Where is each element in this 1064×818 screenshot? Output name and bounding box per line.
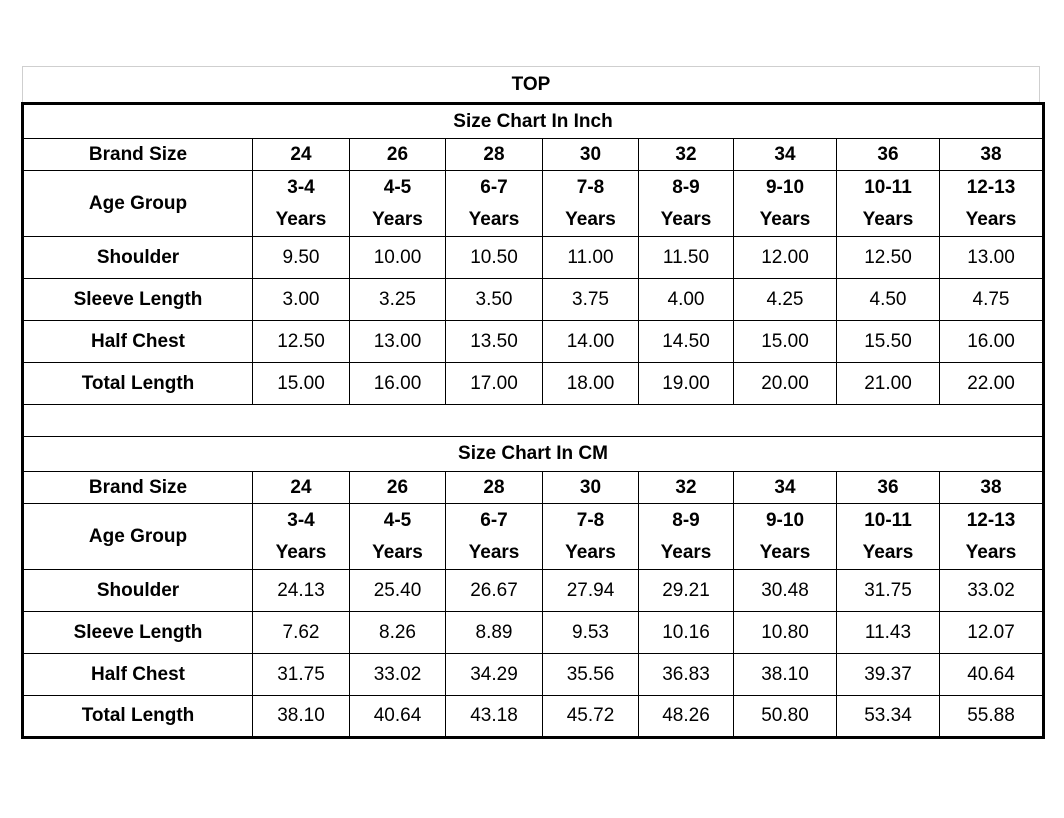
age-group-cell: [253, 504, 350, 570]
measurement-value: 30.48: [734, 570, 837, 612]
age-group-cell: [837, 171, 940, 237]
brand-size-cell: 30: [543, 139, 639, 171]
brand-size-cell: 34: [734, 472, 837, 504]
age-unit: Years: [468, 541, 520, 563]
measurement-value: 15.00: [253, 363, 350, 405]
measurement-value: 22.00: [940, 363, 1044, 405]
measurement-value: 25.40: [350, 570, 446, 612]
measurement-label: Total Length: [23, 363, 253, 405]
age-unit: Years: [965, 208, 1017, 230]
measurement-value: 16.00: [350, 363, 446, 405]
measurement-value: 10.80: [734, 612, 837, 654]
measurement-value: 9.50: [253, 237, 350, 279]
size-chart-table: [21, 102, 1045, 739]
measurement-value: 15.00: [734, 321, 837, 363]
measurement-value: 34.29: [446, 654, 543, 696]
measurement-value: 10.16: [639, 612, 734, 654]
measurement-value: 13.00: [350, 321, 446, 363]
measurement-label: Shoulder: [23, 237, 253, 279]
measurement-row: [23, 237, 1044, 279]
age-group-row: [23, 504, 1044, 570]
measurement-value: 24.13: [253, 570, 350, 612]
age-unit: Years: [275, 541, 327, 563]
section-heading-row: [23, 104, 1044, 139]
measurement-value: 20.00: [734, 363, 837, 405]
measurement-value: 3.00: [253, 279, 350, 321]
age-group-cell: [350, 171, 446, 237]
age-group-cell: [543, 504, 639, 570]
measurement-value: 8.89: [446, 612, 543, 654]
section-heading-row: [23, 437, 1044, 472]
measurement-value: 11.43: [837, 612, 940, 654]
measurement-row: [23, 696, 1044, 738]
age-unit: Years: [862, 541, 914, 563]
section-heading: Size Chart In Inch: [23, 104, 1044, 139]
measurement-value: 14.00: [543, 321, 639, 363]
brand-size-cell: 32: [639, 472, 734, 504]
age-range: 3-4: [287, 176, 315, 198]
measurement-value: 48.26: [639, 696, 734, 738]
age-unit: Years: [862, 208, 914, 230]
brand-size-cell: 30: [543, 472, 639, 504]
measurement-value: 40.64: [940, 654, 1044, 696]
age-range: 7-8: [576, 176, 605, 198]
measurement-value: 26.67: [446, 570, 543, 612]
age-unit: Years: [565, 208, 616, 230]
measurement-value: 3.75: [543, 279, 639, 321]
measurement-value: 11.50: [639, 237, 734, 279]
measurement-label: Half Chest: [23, 654, 253, 696]
age-group-label: Age Group: [23, 504, 253, 570]
brand-size-cell: 28: [446, 472, 543, 504]
age-unit: Years: [565, 541, 616, 563]
measurement-value: 12.07: [940, 612, 1044, 654]
measurement-value: 33.02: [940, 570, 1044, 612]
age-range: 3-4: [287, 509, 315, 531]
measurement-value: 19.00: [639, 363, 734, 405]
measurement-value: 4.75: [940, 279, 1044, 321]
measurement-value: 31.75: [837, 570, 940, 612]
measurement-value: 10.00: [350, 237, 446, 279]
measurement-value: 12.00: [734, 237, 837, 279]
measurement-value: 55.88: [940, 696, 1044, 738]
measurement-value: 10.50: [446, 237, 543, 279]
age-group-cell: [837, 504, 940, 570]
age-range: 9-10: [765, 509, 805, 531]
measurement-value: 38.10: [734, 654, 837, 696]
age-range: 6-7: [480, 176, 508, 198]
age-unit: Years: [660, 208, 712, 230]
age-unit: Years: [372, 208, 423, 230]
brand-size-row: [23, 472, 1044, 504]
measurement-row: [23, 612, 1044, 654]
brand-size-cell: 36: [837, 472, 940, 504]
age-group-cell: [734, 504, 837, 570]
measurement-value: 38.10: [253, 696, 350, 738]
brand-size-cell: 32: [639, 139, 734, 171]
brand-size-cell: 24: [253, 139, 350, 171]
measurement-row: [23, 654, 1044, 696]
measurement-value: 3.50: [446, 279, 543, 321]
measurement-value: 4.00: [639, 279, 734, 321]
measurement-value: 31.75: [253, 654, 350, 696]
section-spacer-row: [23, 405, 1044, 437]
measurement-value: 3.25: [350, 279, 446, 321]
age-unit: Years: [372, 541, 423, 563]
brand-size-cell: 38: [940, 139, 1044, 171]
age-group-cell: [543, 171, 639, 237]
measurement-row: [23, 279, 1044, 321]
brand-size-label: Brand Size: [23, 472, 253, 504]
measurement-label: Sleeve Length: [23, 612, 253, 654]
measurement-value: 13.00: [940, 237, 1044, 279]
measurement-value: 11.00: [543, 237, 639, 279]
measurement-row: [23, 321, 1044, 363]
age-unit: Years: [275, 208, 327, 230]
age-group-cell: [639, 171, 734, 237]
brand-size-cell: 38: [940, 472, 1044, 504]
brand-size-row: [23, 139, 1044, 171]
age-unit: Years: [965, 541, 1017, 563]
measurement-value: 27.94: [543, 570, 639, 612]
age-range: 8-9: [672, 509, 700, 531]
measurement-value: 35.56: [543, 654, 639, 696]
age-group-cell: [639, 504, 734, 570]
age-unit: Years: [759, 208, 811, 230]
measurement-label: Shoulder: [23, 570, 253, 612]
measurement-value: 39.37: [837, 654, 940, 696]
age-group-cell: [446, 171, 543, 237]
brand-size-label: Brand Size: [23, 139, 253, 171]
spacer-cell: [23, 405, 1044, 437]
age-group-cell: [350, 504, 446, 570]
age-unit: Years: [660, 541, 712, 563]
measurement-value: 12.50: [837, 237, 940, 279]
age-unit: Years: [468, 208, 520, 230]
measurement-value: 53.34: [837, 696, 940, 738]
age-group-cell: [940, 504, 1044, 570]
measurement-row: [23, 363, 1044, 405]
measurement-value: 29.21: [639, 570, 734, 612]
age-range: 4-5: [383, 176, 412, 198]
age-range: 9-10: [765, 176, 805, 198]
measurement-value: 4.25: [734, 279, 837, 321]
measurement-value: 9.53: [543, 612, 639, 654]
measurement-value: 33.02: [350, 654, 446, 696]
age-range: 4-5: [383, 509, 412, 531]
measurement-value: 45.72: [543, 696, 639, 738]
measurement-value: 43.18: [446, 696, 543, 738]
age-group-cell: [940, 171, 1044, 237]
age-range: 12-13: [966, 176, 1016, 198]
measurement-label: Half Chest: [23, 321, 253, 363]
measurement-label: Total Length: [23, 696, 253, 738]
measurement-value: 8.26: [350, 612, 446, 654]
age-range: 12-13: [966, 509, 1016, 531]
brand-size-cell: 34: [734, 139, 837, 171]
measurement-value: 21.00: [837, 363, 940, 405]
section-heading: Size Chart In CM: [23, 437, 1044, 472]
chart-title: TOP: [22, 66, 1040, 102]
brand-size-cell: 24: [253, 472, 350, 504]
age-range: 10-11: [864, 509, 912, 531]
measurement-value: 12.50: [253, 321, 350, 363]
age-range: 8-9: [672, 176, 700, 198]
age-group-row: [23, 171, 1044, 237]
measurement-value: 4.50: [837, 279, 940, 321]
measurement-label: Sleeve Length: [23, 279, 253, 321]
age-range: 10-11: [864, 176, 912, 198]
age-unit: Years: [759, 541, 811, 563]
age-group-cell: [446, 504, 543, 570]
measurement-value: 36.83: [639, 654, 734, 696]
brand-size-cell: 26: [350, 139, 446, 171]
age-group-label: Age Group: [23, 171, 253, 237]
measurement-value: 7.62: [253, 612, 350, 654]
brand-size-cell: 28: [446, 139, 543, 171]
age-group-cell: [734, 171, 837, 237]
measurement-value: 14.50: [639, 321, 734, 363]
measurement-value: 17.00: [446, 363, 543, 405]
measurement-value: 50.80: [734, 696, 837, 738]
brand-size-cell: 26: [350, 472, 446, 504]
measurement-value: 18.00: [543, 363, 639, 405]
brand-size-cell: 36: [837, 139, 940, 171]
measurement-value: 16.00: [940, 321, 1044, 363]
age-group-cell: [253, 171, 350, 237]
measurement-value: 40.64: [350, 696, 446, 738]
measurement-value: 13.50: [446, 321, 543, 363]
age-range: 7-8: [576, 509, 605, 531]
measurement-row: [23, 570, 1044, 612]
age-range: 6-7: [480, 509, 508, 531]
measurement-value: 15.50: [837, 321, 940, 363]
